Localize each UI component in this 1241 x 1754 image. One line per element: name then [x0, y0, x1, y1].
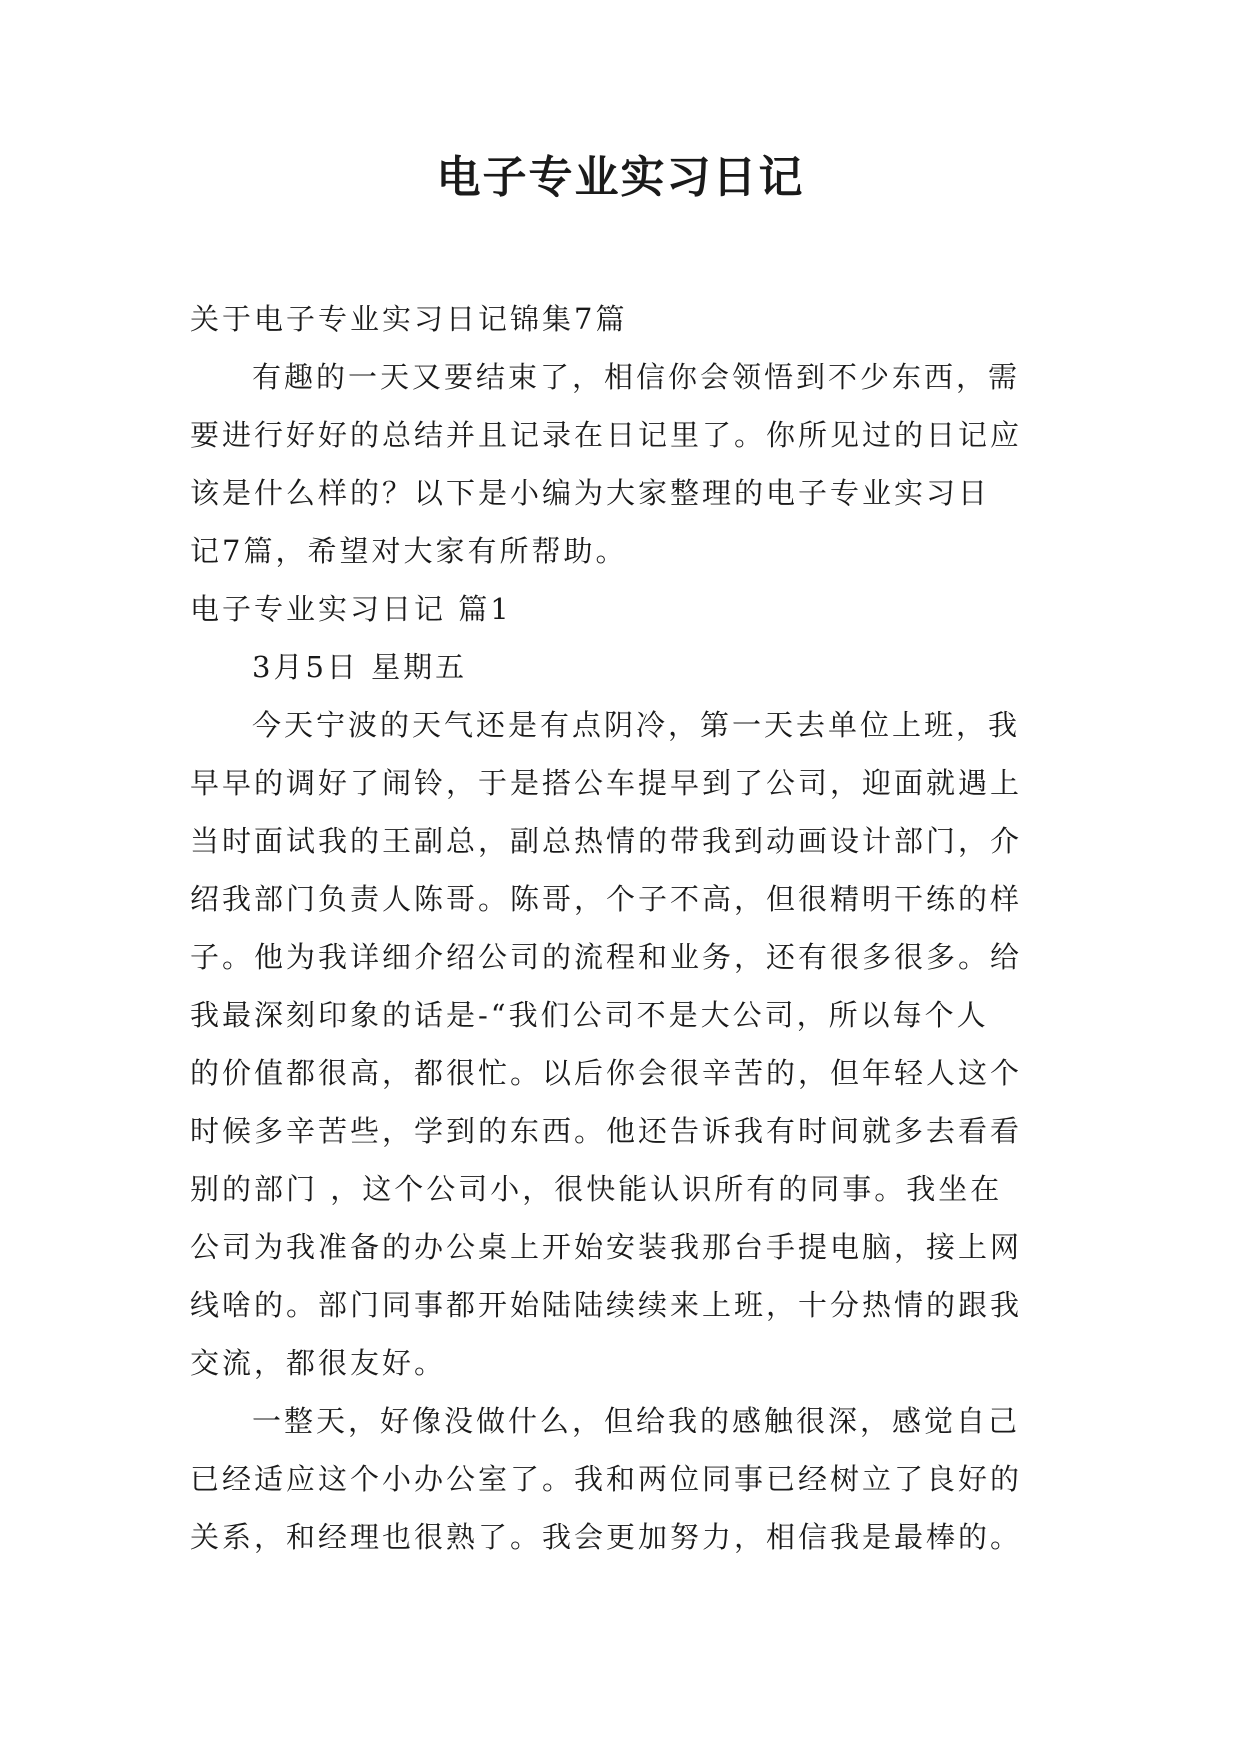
paragraph-line: 关系，和经理也很熟了。我会更加努力，相信我是最棒的。 [190, 1520, 1023, 1554]
paragraph-line: 线啥的。部门同事都开始陆陆续续来上班，十分热情的跟我 [190, 1288, 1023, 1322]
paragraph-line: 别的部门 ，这个公司小，很快能认识所有的同事。我坐在 [190, 1172, 1003, 1206]
document-title: 电子专业实习日记 [436, 152, 805, 203]
paragraph-line: 早早的调好了闹铃，于是搭公车提早到了公司，迎面就遇上 [190, 766, 1023, 800]
paragraph-line: 一整天，好像没做什么，但给我的感触很深，感觉自己 [252, 1404, 1021, 1438]
paragraph-line: 当时面试我的王副总，副总热情的带我到动画设计部门，介 [190, 824, 1023, 858]
date-line: 3月5日 星期五 [252, 650, 468, 684]
paragraph-line: 今天宁波的天气还是有点阴冷，第一天去单位上班，我 [252, 708, 1021, 742]
diary-paragraph-1 [190, 696, 1056, 1392]
paragraph-line: 的价值都很高，都很忙。以后你会很辛苦的，但年轻人这个 [190, 1056, 1023, 1090]
paragraph-line: 公司为我准备的办公桌上开始安装我那台手提电脑，接上网 [190, 1230, 1023, 1264]
paragraph-line: 子。他为我详细介绍公司的流程和业务，还有很多很多。给 [190, 940, 1023, 974]
intro-line: 要进行好好的总结并且记录在日记里了。你所见过的日记应 [190, 418, 1023, 452]
paragraph-line: 时候多辛苦些，学到的东西。他还告诉我有时间就多去看看 [190, 1114, 1023, 1148]
intro-line: 记7篇，希望对大家有所帮助。 [190, 534, 628, 568]
paragraph-line: 我最深刻印象的话是-“我们公司不是大公司，所以每个人 [190, 998, 989, 1032]
intro-line: 该是什么样的？以下是小编为大家整理的电子专业实习日 [190, 476, 991, 510]
paragraph-line: 绍我部门负责人陈哥。陈哥，个子不高，但很精明干练的样 [190, 882, 1023, 916]
paragraph-line: 交流，都很友好。 [190, 1346, 447, 1380]
section-heading: 电子专业实习日记 篇1 [190, 592, 512, 626]
intro-paragraph [190, 348, 1056, 580]
document-body [190, 290, 1056, 1566]
document-subtitle: 关于电子专业实习日记锦集7篇 [190, 302, 628, 336]
diary-paragraph-2 [190, 1392, 1056, 1566]
intro-line: 有趣的一天又要结束了，相信你会领悟到不少东西，需 [252, 360, 1021, 394]
paragraph-line: 已经适应这个小办公室了。我和两位同事已经树立了良好的 [190, 1462, 1023, 1496]
